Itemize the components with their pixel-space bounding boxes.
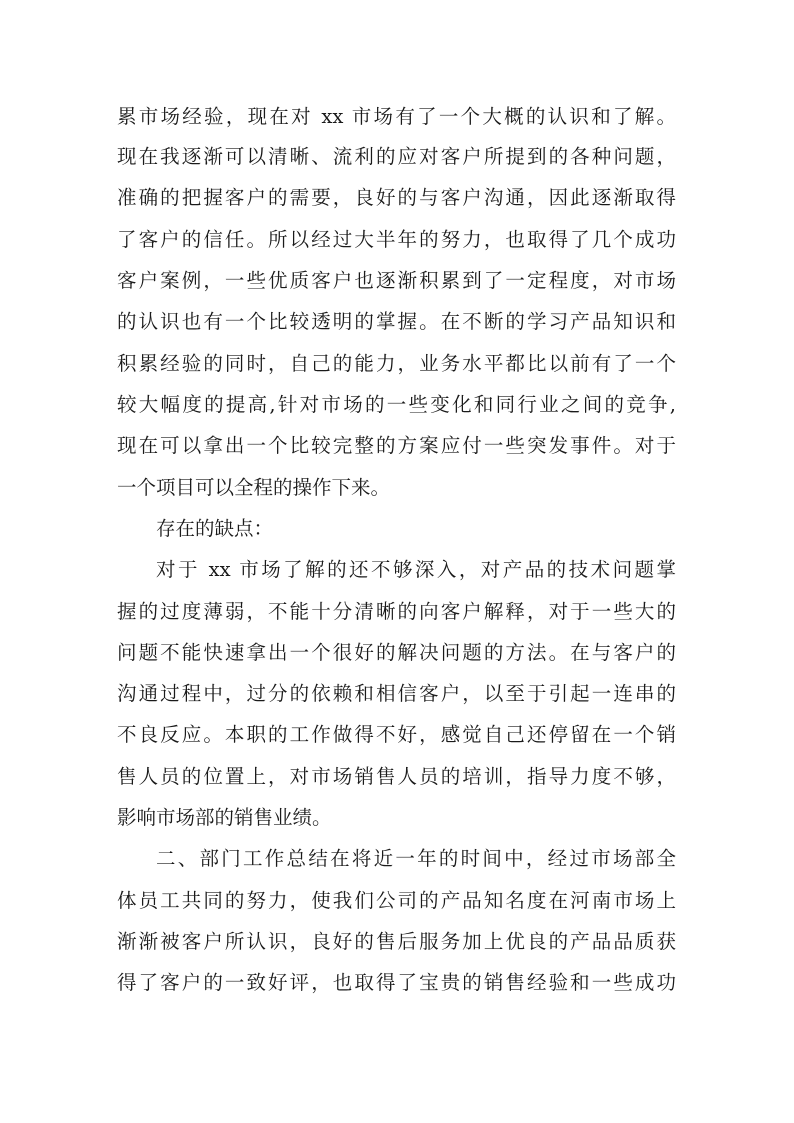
text-line: 问题不能快速拿出一个很好的解决问题的方法。在与客户的 xyxy=(117,641,676,664)
text-line: 客户案例，一些优质客户也逐渐积累到了一定程度，对市场 xyxy=(117,269,676,292)
text-line: 影响市场部的销售业绩。 xyxy=(117,806,332,829)
text-line: 现在我逐渐可以清晰、流利的应对客户所提到的各种问题， xyxy=(117,145,676,168)
text-line: 二、部门工作总结在将近一年的时间中，经过市场部全 xyxy=(156,847,676,870)
text-line: 对于 xx 市场了解的还不够深入，对产品的技术问题掌 xyxy=(156,558,676,581)
text-line: 不良反应。本职的工作做得不好，感觉自己还停留在一个销 xyxy=(117,723,676,746)
text-line: 体员工共同的努力，使我们公司的产品知名度在河南市场上 xyxy=(117,889,676,912)
text-line: 售人员的位置上，对市场销售人员的培训，指导力度不够， xyxy=(117,765,676,788)
text-line: 握的过度薄弱，不能十分清晰的向客户解释，对于一些大的 xyxy=(117,600,676,623)
text-line: 沟通过程中，过分的依赖和相信客户，以至于引起一连串的 xyxy=(117,682,676,705)
text-line: 现在可以拿出一个比较完整的方案应付一些突发事件。对于 xyxy=(117,434,676,457)
section-heading: 存在的缺点： xyxy=(156,517,274,540)
text-line: 一个项目可以全程的操作下来。 xyxy=(117,476,391,499)
text-line: 的认识也有一个比较透明的掌握。在不断的学习产品知识和 xyxy=(117,310,676,333)
text-line: 累市场经验，现在对 xx 市场有了一个大概的认识和了解。 xyxy=(117,105,676,128)
text-line: 积累经验的同时，自己的能力，业务水平都比以前有了一个 xyxy=(117,352,676,375)
text-line: 得了客户的一致好评，也取得了宝贵的销售经验和一些成功 xyxy=(117,971,676,994)
text-line: 较大幅度的提高,针对市场的一些变化和同行业之间的竞争, xyxy=(117,393,676,416)
text-line: 渐渐被客户所认识，良好的售后服务加上优良的产品品质获 xyxy=(117,930,676,953)
text-line: 了客户的信任。所以经过大半年的努力，也取得了几个成功 xyxy=(117,228,676,251)
text-line: 准确的把握客户的需要，良好的与客户沟通，因此逐渐取得 xyxy=(117,186,676,209)
